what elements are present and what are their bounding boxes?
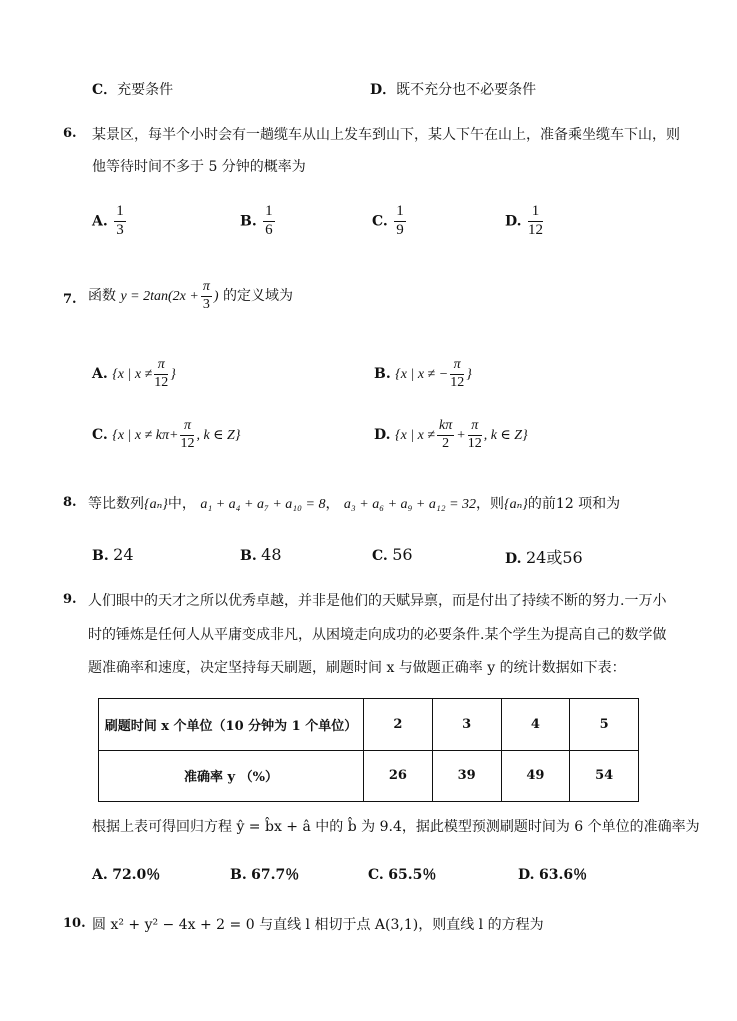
option-label: D.	[505, 551, 522, 567]
option-fraction: $\frac{\pi}{12}$	[180, 418, 195, 451]
table-row	[99, 750, 639, 802]
table-row	[99, 699, 639, 751]
table-cell: 2	[364, 699, 433, 751]
option-label: C.	[92, 427, 108, 444]
table-cell: 5	[570, 699, 639, 751]
q8-sequence-2: {aₙ}	[504, 497, 528, 512]
option-fraction: $\frac{1}{3}$	[116, 203, 124, 238]
option-fraction: $\frac{\pi}{12}$	[154, 357, 169, 390]
q8-option-a	[92, 545, 134, 564]
q8-stem: 等比数列{aₙ}中， a₁ + a₄ + a₇ + a₁₀ = 8， a₃ + a₆ + a₉ + a₁₂ = 32，则{aₙ}的前12 项和为	[88, 496, 621, 512]
q5-option-c	[92, 79, 173, 99]
option-label: B.	[92, 548, 109, 564]
option-label: B.	[240, 213, 257, 230]
table-header-time: 刷题时间 x 个单位（10 分钟为 1 个单位）	[99, 699, 364, 751]
q10-stem: 圆 x² + y² − 4x + 2 = 0 与直线 l 相切于点 A(3,1)，则直线 l 的方程为	[92, 917, 544, 933]
table-cell: 39	[432, 750, 501, 802]
q9-option-d	[518, 864, 587, 884]
q8-option-b	[240, 545, 282, 564]
table-cell: 3	[432, 699, 501, 751]
q7-function-left: y = 2tan(2x +	[120, 289, 199, 305]
option-fraction: $\frac{1}{6}$	[265, 203, 273, 238]
option-label: D.	[374, 427, 391, 444]
option-label: D．	[370, 82, 397, 98]
option-label: A.	[92, 366, 108, 383]
q7-option-c: C. {x | x ≠ kπ+ $\frac{\pi}{12}$ , k ∈ Z}	[92, 418, 241, 451]
q9-option-a	[92, 864, 160, 884]
q6-number: 6.	[63, 126, 77, 141]
q7-function-fraction: $\frac{\pi}{3}$	[202, 279, 210, 312]
option-label: C.	[372, 548, 388, 564]
option-value: 48	[261, 545, 282, 564]
table-cell: 4	[501, 699, 570, 751]
option-label: B.	[230, 867, 247, 883]
q7-function-right: )	[213, 289, 219, 305]
q7-option-d: D. {x | x ≠ $\frac{k\pi}{2}$ + $\frac{\pi}{12}$ , k ∈ Z}	[374, 418, 528, 451]
table-cell: 49	[501, 750, 570, 802]
option-label: C.	[372, 213, 388, 230]
option-text: 既不充分也不必要条件	[396, 82, 537, 98]
q6-option-d	[505, 204, 545, 239]
q8-number: 8.	[63, 495, 77, 510]
option-value: 24或56	[525, 548, 583, 567]
q6-stem-line2: 他等待时间不多于 5 分钟的概率为	[92, 159, 306, 175]
q9-stem-line1: 人们眼中的天才之所以优秀卓越，并非是他们的天赋异禀，而是付出了持续不断的努力.一万小	[88, 593, 667, 609]
q9-option-c	[368, 864, 436, 884]
table-cell: 54	[570, 750, 639, 802]
q6-option-c	[372, 204, 408, 239]
option-value: 72.0％	[112, 867, 161, 883]
option-fraction: $\frac{\pi}{12}$	[467, 418, 482, 451]
q8-option-c	[372, 545, 413, 564]
q7-option-b: B. {x | x ≠ − $\frac{\pi}{12}$ }	[374, 357, 472, 390]
q9-stem-line3: 题准确率和速度，决定坚持每天刷题，刷题时间 x 与做题正确率 y 的统计数据如下表：	[88, 660, 626, 676]
q8-option-d	[505, 545, 583, 568]
q7-suffix: 的定义域为	[222, 288, 293, 305]
q7-prefix: 函数	[88, 288, 116, 305]
option-value: 63.6％	[538, 867, 588, 883]
table-header-accuracy: 准确率 y （%）	[99, 750, 364, 802]
q8-sequence: {aₙ}	[144, 497, 168, 512]
option-label: C．	[92, 82, 118, 98]
option-fraction: $\frac{\pi}{12}$	[450, 357, 465, 390]
option-label: D.	[505, 213, 522, 230]
q8-equation-1: a₁ + a₄ + a₇ + a₁₀ = 8	[200, 497, 326, 512]
option-value: 56	[392, 545, 413, 564]
option-label: A.	[92, 213, 108, 230]
option-text: 充要条件	[117, 82, 174, 98]
q7-option-a: A. {x | x ≠ $\frac{\pi}{12}$ }	[92, 357, 176, 390]
q7-number: 7.	[63, 292, 77, 307]
q5-option-d	[370, 79, 536, 99]
option-value: 67.7％	[251, 867, 300, 883]
q9-after-table: 根据上表可得回归方程 ŷ = b̂x + â 中的 b̂ 为 9.4，据此模型预测刷题时间为 6 个单位的准确率为	[92, 819, 700, 835]
q9-data-table	[98, 698, 639, 802]
q6-option-a	[92, 204, 128, 239]
option-fraction: $\frac{k\pi}{2}$	[439, 418, 453, 451]
option-value: 24	[113, 545, 134, 564]
option-value: 65.5％	[388, 867, 437, 883]
option-label: B.	[240, 548, 257, 564]
option-fraction: $\frac{1}{12}$	[527, 203, 543, 238]
q9-number: 9.	[63, 592, 77, 607]
q9-option-b	[230, 864, 299, 884]
option-fraction: $\frac{1}{9}$	[396, 203, 404, 238]
table-cell: 26	[364, 750, 433, 802]
q9-stem-line2: 时的锤炼是任何人从平庸变成非凡，从困境走向成功的必要条件.某个学生为提高自己的数学做	[88, 627, 667, 643]
option-label: D.	[518, 867, 535, 883]
option-label: C.	[368, 867, 384, 883]
q6-option-b	[240, 204, 277, 239]
q6-stem-line1: 某景区，每半个小时会有一趟缆车从山上发车到山下，某人下午在山上，准备乘坐缆车下山，则	[92, 127, 680, 143]
q8-equation-2: a₃ + a₆ + a₉ + a₁₂ = 32	[343, 497, 477, 512]
option-label: A.	[92, 867, 108, 883]
q10-number: 10.	[63, 916, 86, 931]
q7-stem	[88, 280, 293, 312]
option-label: B.	[374, 366, 391, 383]
